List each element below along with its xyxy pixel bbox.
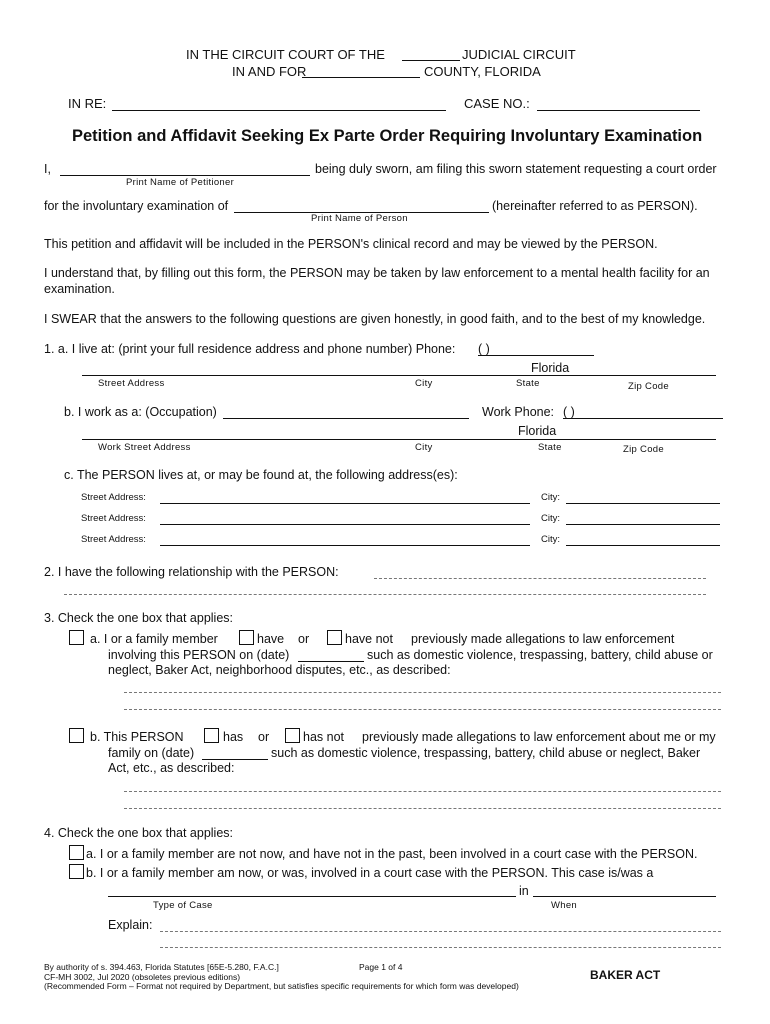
- q3b-rest: previously made allegations to law enforcement about me or my: [362, 730, 716, 744]
- clinical-record-text: This petition and affidavit will be included in the PERSON's clinical record and may be viewed by the PERSON.: [44, 237, 658, 251]
- q3a-date-field[interactable]: [298, 661, 364, 662]
- q3b-description-2[interactable]: [124, 808, 721, 809]
- court-line2-b: COUNTY, FLORIDA: [424, 64, 541, 79]
- recommended-text: (Recommended Form – Format not required by Department, but satisfies specific requirements for which form was developed): [44, 981, 519, 991]
- or-label-2: or: [258, 730, 270, 744]
- court-line1-a: IN THE CIRCUIT COURT OF THE: [186, 47, 385, 62]
- relationship-field[interactable]: [374, 578, 706, 579]
- q4a-checkbox[interactable]: [69, 845, 84, 860]
- q3a-checkbox[interactable]: [69, 630, 84, 645]
- understand-text-1: I understand that, by filling out this form, the PERSON may be taken by law enforcement to a mental health facility for an: [44, 266, 710, 280]
- city-field-1[interactable]: [566, 503, 720, 504]
- has-label: has: [223, 730, 244, 744]
- city-field-2[interactable]: [566, 524, 720, 525]
- q3b-label: b. This PERSON: [90, 730, 184, 744]
- form-number: CF-MH 3002, Jul 2020 (obsoletes previous editions): [44, 972, 241, 982]
- type-of-case-label: Type of Case: [153, 900, 213, 911]
- street-address-label: Street Address: [98, 378, 165, 389]
- street-address-label-1: Street Address:: [81, 492, 146, 503]
- street-address-field-3[interactable]: [160, 545, 530, 546]
- q3a-have-not-checkbox[interactable]: [327, 630, 342, 645]
- when-field[interactable]: [533, 896, 716, 897]
- understand-text-2: examination.: [44, 282, 115, 296]
- in-label: in: [519, 884, 529, 898]
- explain-label: Explain:: [108, 918, 153, 932]
- q3a-line2b: such as domestic violence, trespassing, battery, child abuse or: [367, 648, 713, 662]
- q2-text: 2. I have the following relationship with the PERSON:: [44, 565, 339, 579]
- q3b-date-field[interactable]: [202, 759, 268, 760]
- q3b-line3: Act, etc., as described:: [108, 761, 235, 775]
- explain-field-2[interactable]: [160, 947, 721, 948]
- has-not-label: has not: [303, 730, 345, 744]
- q3a-label: a. I or a family member: [90, 632, 218, 646]
- for-exam-text: for the involuntary examination of: [44, 199, 229, 213]
- florida-text-2: Florida: [518, 424, 557, 438]
- authority-text: By authority of s. 394.463, Florida Statutes [65E-5.280, F.A.C.]: [44, 962, 279, 972]
- q3a-have-checkbox[interactable]: [239, 630, 254, 645]
- i-label: I,: [44, 162, 51, 176]
- q3a-description-2[interactable]: [124, 709, 721, 710]
- judicial-circuit-field[interactable]: [402, 60, 460, 61]
- phone-paren: ( ): [478, 342, 490, 356]
- work-phone-label: Work Phone:: [482, 405, 555, 419]
- page-title: Petition and Affidavit Seeking Ex Parte Order Requiring Involuntary Examination: [72, 127, 703, 145]
- work-phone-field[interactable]: [563, 418, 723, 419]
- q3b-description-1[interactable]: [124, 791, 721, 792]
- q3b-has-not-checkbox[interactable]: [285, 728, 300, 743]
- q3b-line2b: such as domestic violence, trespassing, battery, child abuse or neglect, Baker: [271, 746, 701, 760]
- q4b-checkbox[interactable]: [69, 864, 84, 879]
- street-address-label-3: Street Address:: [81, 534, 146, 545]
- city-label-2: City: [415, 442, 433, 453]
- in-re-label: IN RE:: [68, 96, 107, 111]
- q3a-line3: neglect, Baker Act, neighborhood disputes, etc., as described:: [108, 663, 451, 677]
- hereinafter-text: (hereinafter referred to as PERSON).: [492, 199, 698, 213]
- q3b-line2a: family on (date): [108, 746, 195, 760]
- street-address-field-1[interactable]: [160, 503, 530, 504]
- q3b-checkbox[interactable]: [69, 728, 84, 743]
- type-of-case-field[interactable]: [108, 896, 516, 897]
- court-line2-a: IN AND FOR: [232, 64, 307, 79]
- when-label: When: [551, 900, 578, 911]
- q1c-text: c. The PERSON lives at, or may be found at, the following address(es):: [64, 468, 458, 482]
- court-line1-b: JUDICIAL CIRCUIT: [462, 47, 576, 62]
- q3a-line2a: involving this PERSON on (date): [108, 648, 290, 662]
- petitioner-name-field[interactable]: [60, 175, 310, 176]
- have-not-label: have not: [345, 632, 393, 646]
- q3a-description-1[interactable]: [124, 692, 721, 693]
- street-address-field-2[interactable]: [160, 524, 530, 525]
- florida-text: Florida: [531, 361, 570, 375]
- work-phone-paren: ( ): [563, 405, 575, 419]
- q4a-text: a. I or a family member are not now, and have not in the past, been involved in a court case with the PERSON.: [86, 847, 698, 861]
- state-label: State: [516, 378, 540, 389]
- or-label: or: [298, 632, 310, 646]
- case-no-field[interactable]: [537, 110, 700, 111]
- q4-heading: 4. Check the one box that applies:: [44, 826, 234, 840]
- explain-field-1[interactable]: [160, 931, 721, 932]
- in-re-field[interactable]: [112, 110, 446, 111]
- q1a-text: 1. a. I live at: (print your full residence address and phone number) Phone:: [44, 342, 456, 356]
- relationship-field-2[interactable]: [64, 594, 706, 595]
- page-number: Page 1 of 4: [359, 962, 403, 972]
- zip-label: Zip Code: [628, 381, 669, 392]
- city-label-c3: City:: [541, 534, 560, 545]
- q4b-text: b. I or a family member am now, or was, involved in a court case with the PERSON. This case is/was a: [86, 866, 654, 880]
- print-person-label: Print Name of Person: [311, 213, 408, 224]
- sworn-text: being duly sworn, am filing this sworn statement requesting a court order: [315, 162, 717, 176]
- q3a-rest: previously made allegations to law enforcement: [411, 632, 675, 646]
- phone-field[interactable]: [478, 355, 594, 356]
- county-field[interactable]: [302, 77, 420, 78]
- state-label-2: State: [538, 442, 562, 453]
- q3-heading: 3. Check the one box that applies:: [44, 611, 234, 625]
- street-address-label-2: Street Address:: [81, 513, 146, 524]
- print-petitioner-label: Print Name of Petitioner: [126, 177, 235, 188]
- work-street-label: Work Street Address: [98, 442, 191, 453]
- city-field-3[interactable]: [566, 545, 720, 546]
- city-label-c2: City:: [541, 513, 560, 524]
- baker-act-label: BAKER ACT: [590, 968, 661, 982]
- swear-text: I SWEAR that the answers to the following questions are given honestly, in good faith, and to the best of my knowledge.: [44, 312, 706, 326]
- occupation-field[interactable]: [223, 418, 469, 419]
- q3b-has-checkbox[interactable]: [204, 728, 219, 743]
- residence-address-field[interactable]: [82, 375, 716, 376]
- city-label-c1: City:: [541, 492, 560, 503]
- zip-label-2: Zip Code: [623, 444, 664, 455]
- work-address-field[interactable]: [82, 439, 716, 440]
- q1b-text: b. I work as a: (Occupation): [64, 405, 217, 419]
- case-no-label: CASE NO.:: [464, 96, 530, 111]
- city-label: City: [415, 378, 433, 389]
- have-label: have: [257, 632, 285, 646]
